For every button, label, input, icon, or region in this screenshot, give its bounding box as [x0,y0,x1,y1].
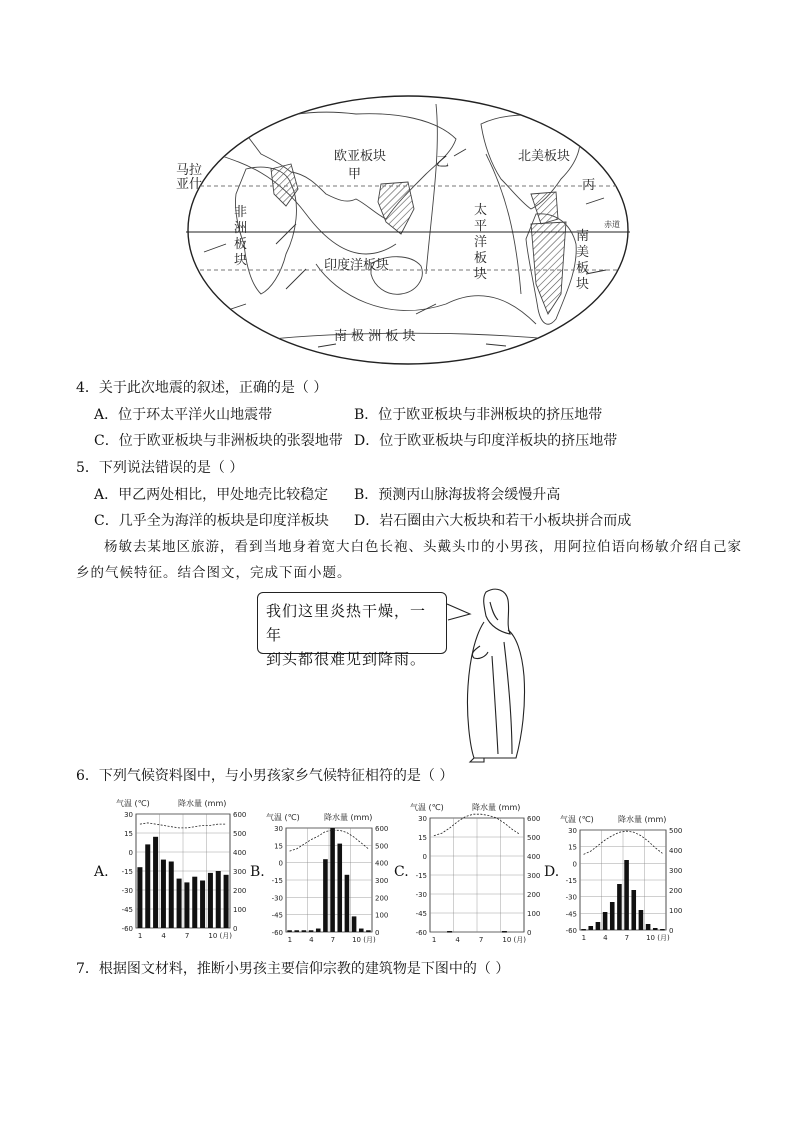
precip-tick-label: 300 [233,868,247,876]
temp-tick-label: -60 [121,925,133,933]
month-tick-label: 10 (月) [502,936,527,944]
precip-tick-label: 200 [233,887,247,895]
precip-tick-label: 500 [669,827,683,835]
month-tick-label: 4 [603,934,608,942]
precip-bar [200,881,205,929]
precip-axis-label: 降水量 (mm) [324,813,373,822]
precip-tick-label: 600 [527,815,541,823]
precip-tick-label: 0 [669,927,674,935]
precip-tick-label: 0 [375,929,380,937]
precip-bar [177,879,182,928]
precip-tick-label: 0 [233,925,238,933]
precip-bar [309,930,314,932]
label-pacific-5: 块 [474,267,488,282]
label-north-america-plate: 北美板块 [518,149,571,164]
precip-bar [145,844,150,928]
q6-stem: 6．下列气候资料图中，与小男孩家乡气候特征相符的是（ ） [76,768,454,784]
precip-bar [184,882,189,928]
precip-bar [610,902,615,930]
precip-tick-label: 200 [527,891,541,899]
q4-option-d[interactable]: D．位于欧亚板块与印度洋板块的挤压地带 [354,433,618,449]
precip-bar [639,910,644,930]
label-antarctic-plate: 南 极 洲 板 块 [334,329,416,344]
climate-chart-b [264,810,396,950]
label-pacific-4: 板 [474,251,488,266]
q4-option-c[interactable]: C．位于欧亚板块与非洲板块的张裂地带 [94,433,343,449]
precip-tick-label: 600 [233,811,247,819]
precip-tick-label: 100 [375,911,389,920]
speech-bubble [257,592,447,668]
precip-bar [153,837,158,928]
label-south-america-1: 南 [576,229,590,244]
label-pacific-3: 洋 [474,235,488,250]
precip-tick-label: 400 [233,849,247,857]
temp-tick-label: -30 [121,887,133,895]
precip-bar [224,875,229,928]
precip-axis-label: 降水量 (mm) [178,799,227,808]
precip-tick-label: 0 [527,929,532,937]
precip-tick-label: 300 [375,877,389,885]
precip-bar [624,860,629,930]
precip-tick-label: 300 [669,867,683,875]
precip-bar [345,875,350,932]
temp-tick-label: -45 [271,911,283,920]
month-tick-label: 10 (月) [208,932,233,940]
precip-tick-label: 500 [375,842,389,851]
precip-bar [660,929,665,931]
q5-stem: 5．下列说法错误的是（ ） [76,460,244,476]
month-tick-label: 7 [184,932,190,940]
label-pacific-1: 太 [474,203,488,218]
precip-bar [169,862,174,929]
precip-bar [337,844,342,932]
q4-option-a[interactable]: A．位于环太平洋火山地震带 [94,407,273,423]
label-africa-2: 洲 [234,221,248,236]
precip-tick-label: 100 [527,910,541,918]
temp-axis-label: 气温 (℃) [266,813,300,822]
temp-tick-label: 0 [128,849,133,857]
precip-bar [617,884,622,930]
temp-tick-label: 0 [278,859,283,868]
month-tick-label: 10 (月) [646,934,670,942]
precip-bar [581,929,586,931]
intro-line-2: 乡的气候特征。结合图文，完成下面小题。 [76,565,352,581]
plate-map [176,94,630,366]
label-africa-3: 板 [234,237,248,252]
precip-tick-label: 200 [375,894,389,903]
temp-tick-label: 0 [572,860,577,869]
precip-bar [287,930,292,932]
temp-tick-label: 0 [422,853,427,861]
intro-line-1: 杨敏去某地区旅游，看到当地身着宽大白色长袍、头戴头巾的小男孩，用阿拉伯语向杨敏介绍自己家 [104,539,742,555]
label-south-america-3: 板 [576,261,590,276]
label-south-america-4: 块 [576,277,590,292]
month-tick-label: 7 [624,934,630,942]
month-tick-label: 7 [330,936,336,944]
temp-tick-label: -45 [415,910,427,918]
label-eurasia-plate: 欧亚板块 [334,149,387,164]
month-tick-label: 1 [431,936,437,944]
label-africa-1: 非 [234,205,248,220]
temp-axis-label: 气温 (℃) [410,803,444,812]
boy-in-robe-illustration [440,586,540,762]
precip-bar [161,860,166,928]
label-malati-2: 亚什 [176,177,203,192]
precip-bar [603,912,608,930]
q5-option-a[interactable]: A．甲乙两处相比，甲处地壳比较稳定 [94,487,329,503]
speech-line-1: 我们这里炎热干燥，一年 [266,602,427,644]
precip-bar [646,924,651,930]
temp-tick-label: -60 [565,927,577,935]
temp-tick-label: 30 [568,827,577,835]
temp-tick-label: 30 [418,815,427,823]
precip-bar [316,929,321,932]
temp-tick-label: -30 [565,893,577,902]
chart-d-letter[interactable]: D. [544,864,560,880]
precip-axis-label: 降水量 (mm) [618,815,667,824]
precip-bar [294,930,299,932]
label-bing: 丙 [582,178,596,193]
q7-stem: 7．根据图文材料，推断小男孩主要信仰宗教的建筑物是下图中的（ ） [76,961,510,977]
chart-b-letter[interactable]: B. [250,864,265,880]
precip-bar [302,930,307,932]
temp-tick-label: -15 [271,877,283,885]
month-tick-label: 1 [287,936,293,944]
month-tick-label: 4 [309,936,314,944]
temp-tick-label: -15 [415,872,427,880]
speech-line-2: 到头都很难见到降雨。 [266,650,427,668]
month-tick-label: 1 [581,934,587,942]
precip-bar [323,859,328,932]
label-africa-4: 块 [234,253,248,268]
precip-tick-label: 300 [527,872,541,880]
month-tick-label: 7 [478,936,484,944]
q5-option-d[interactable]: D．岩石圈由六大板块和若干小板块拼合而成 [354,513,632,529]
temp-tick-label: 15 [568,843,577,852]
temp-tick-label: 30 [274,825,283,833]
precip-bar [330,828,335,932]
temp-tick-label: -60 [271,929,283,937]
temp-tick-label: 15 [274,842,283,851]
climate-chart-a [114,796,254,946]
temp-tick-label: -30 [271,894,283,903]
temp-tick-label: 15 [418,834,427,842]
month-tick-label: 10 (月) [352,936,376,944]
climate-chart-c [408,800,548,950]
temp-tick-label: -30 [415,891,427,899]
label-yi: 乙 [436,155,450,170]
label-pacific-2: 平 [474,219,488,234]
temp-tick-label: -60 [415,929,427,937]
precip-tick-label: 400 [375,859,389,868]
precip-tick-label: 600 [375,825,389,833]
precip-tick-label: 400 [669,847,683,855]
precip-tick-label: 200 [669,887,683,895]
temp-tick-label: -15 [565,877,577,885]
precip-bar [137,867,142,928]
temp-axis-label: 气温 (℃) [116,799,150,808]
temp-tick-label: -45 [121,906,133,914]
precip-tick-label: 100 [669,907,683,915]
precip-axis-label: 降水量 (mm) [472,803,521,812]
temp-tick-label: -15 [121,868,133,876]
q5-option-b[interactable]: B．预测丙山脉海拔将会缓慢升高 [354,487,561,503]
chart-a-letter[interactable]: A. [94,864,109,880]
precip-bar [359,929,364,932]
label-indian-plate: 印度洋板块 [324,258,390,273]
month-tick-label: 4 [161,932,166,940]
precip-bar [596,922,601,930]
precip-tick-label: 400 [527,853,541,861]
precip-bar [216,871,221,928]
month-tick-label: 1 [137,932,143,940]
precip-bar [352,916,357,932]
precip-bar [192,877,197,928]
precip-bar [631,890,636,930]
temp-axis-label: 气温 (℃) [560,815,594,824]
label-jia: 甲 [348,167,362,182]
q4-stem: 4．关于此次地震的叙述，正确的是（ ） [76,380,328,396]
month-tick-label: 4 [455,936,460,944]
chart-c-letter[interactable]: C. [394,864,409,880]
temp-tick-label: -45 [565,910,577,919]
label-south-america-2: 美 [576,245,590,260]
precip-bar [208,873,213,928]
precip-bar [447,931,452,933]
precip-bar [588,926,593,930]
label-equator: 赤道 [604,220,620,229]
q5-option-c[interactable]: C．几乎全为海洋的板块是印度洋板块 [94,513,329,529]
precip-bar [653,928,658,930]
climate-chart-d [558,812,690,948]
label-malati-1: 马拉 [176,163,203,178]
temp-tick-label: 30 [124,811,133,819]
precip-tick-label: 500 [233,830,247,838]
precip-bar [366,930,371,932]
precip-bar [502,931,507,933]
precip-tick-label: 100 [233,906,247,914]
precip-tick-label: 500 [527,834,541,842]
q4-option-b[interactable]: B．位于欧亚板块与非洲板块的挤压地带 [354,407,603,423]
temp-tick-label: 15 [124,830,133,838]
